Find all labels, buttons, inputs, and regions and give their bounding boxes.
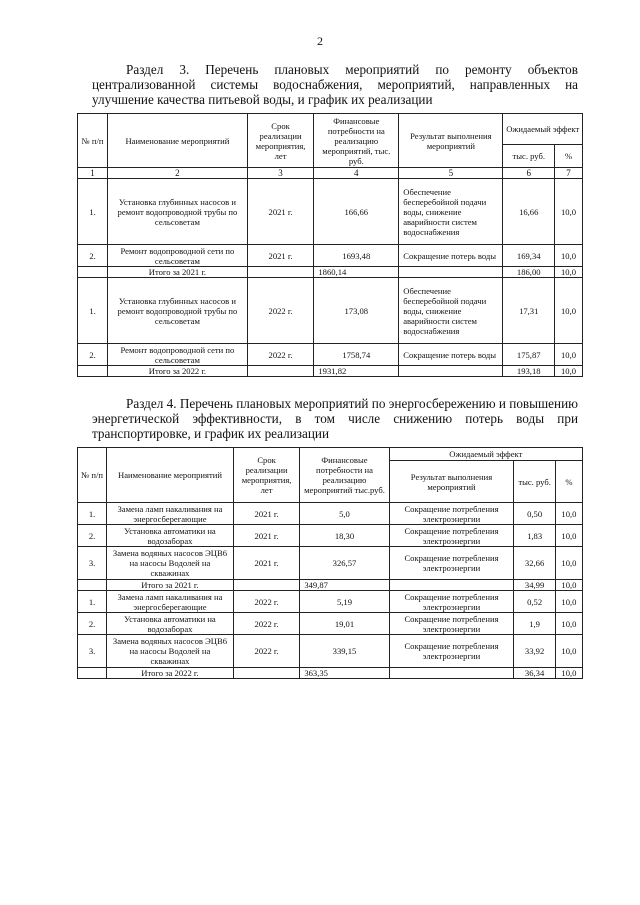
total-row [78, 580, 583, 591]
row-term: 2022 г. [233, 635, 299, 668]
row-rub: 169,34 [503, 245, 555, 267]
total-finance: 1931,82 [314, 366, 399, 377]
row-rub: 32,66 [514, 547, 556, 580]
column-number: 2 [108, 168, 248, 179]
total-finance: 1860,14 [314, 267, 399, 278]
row-pct: 10,0 [555, 278, 583, 344]
col-num-header: № п/п [78, 448, 107, 503]
row-term: 2021 г. [247, 245, 314, 267]
section3-heading: Раздел 3. Перечень плановых мероприятий по ремонту объектов централизованной системы водоснабжения, мероприятий, направленных на улучшение качества питьевой воды, и график их реализации [92, 62, 578, 107]
total-rub: 186,00 [503, 267, 555, 278]
total-row [78, 668, 583, 679]
column-number: 4 [314, 168, 399, 179]
row-term: 2022 г. [233, 591, 299, 613]
row-term: 2021 г. [233, 547, 299, 580]
row-num: 1. [78, 179, 108, 245]
row-term: 2021 г. [247, 179, 314, 245]
row-rub: 0,50 [514, 503, 556, 525]
row-pct: 10,0 [555, 591, 582, 613]
row-finance: 5,19 [300, 591, 389, 613]
row-finance: 18,30 [300, 525, 389, 547]
row-num: 3. [78, 547, 107, 580]
row-finance: 339,15 [300, 635, 389, 668]
col-effect-header: Ожидаемый эффект [503, 114, 583, 145]
row-num: 1. [78, 503, 107, 525]
column-number: 6 [503, 168, 555, 179]
row-pct: 10,0 [555, 344, 583, 366]
col-effect-pct-header: % [555, 461, 582, 503]
column-number: 5 [399, 168, 503, 179]
col-effect-rub-header: тыс. руб. [503, 145, 555, 168]
table-row [78, 179, 583, 245]
row-result: Сокращение потерь воды [399, 245, 503, 267]
row-pct: 10,0 [555, 503, 582, 525]
row-pct: 10,0 [555, 179, 583, 245]
row-rub: 33,92 [514, 635, 556, 668]
row-name: Установка глубинных насосов и ремонт водопроводной трубы по сельсоветам [108, 278, 248, 344]
row-result: Обеспечение бесперебойной подачи воды, снижение аварийности систем водоснабжения [399, 179, 503, 245]
col-effect-pct-header: % [555, 145, 583, 168]
row-name: Замена ламп накаливания на энергосберегающие [107, 591, 234, 613]
section3-table [77, 113, 583, 377]
table-row [78, 635, 583, 668]
table-row [78, 344, 583, 366]
row-num: 3. [78, 635, 107, 668]
row-name: Установка автоматики на водозаборах [107, 525, 234, 547]
row-pct: 10,0 [555, 613, 582, 635]
row-rub: 1,83 [514, 525, 556, 547]
row-rub: 175,87 [503, 344, 555, 366]
row-result: Сокращение потребления электроэнергии [389, 591, 514, 613]
row-num: 2. [78, 525, 107, 547]
row-finance: 19,01 [300, 613, 389, 635]
col-finance-header: Финансовые потребности на реализацию мероприятий тыс.руб. [300, 448, 389, 503]
row-name: Установка глубинных насосов и ремонт водопроводной трубы по сельсоветам [108, 179, 248, 245]
row-term: 2022 г. [247, 344, 314, 366]
total-finance: 349,87 [300, 580, 389, 591]
column-number: 7 [555, 168, 583, 179]
total-row [78, 366, 583, 377]
table-row [78, 591, 583, 613]
row-name: Ремонт водопроводной сети по сельсоветам [108, 344, 248, 366]
row-num: 2. [78, 344, 108, 366]
total-pct: 10,0 [555, 668, 582, 679]
row-num: 1. [78, 278, 108, 344]
table-row [78, 278, 583, 344]
row-pct: 10,0 [555, 635, 582, 668]
total-rub: 34,99 [514, 580, 556, 591]
page-number: 2 [317, 34, 323, 48]
total-label: Итого за 2021 г. [108, 267, 248, 278]
row-name: Замена водяных насосов ЭЦВ6 на насосы Водолей на скважинах [107, 547, 234, 580]
column-number: 1 [78, 168, 108, 179]
row-finance: 173,08 [314, 278, 399, 344]
row-result: Сокращение потребления электроэнергии [389, 635, 514, 668]
row-finance: 5,0 [300, 503, 389, 525]
section4-heading: Раздел 4. Перечень плановых мероприятий по энергосбережению и повышению энергетической эффективности, в том числе снижению потерь воды при транспортировке, и график их реализации [92, 396, 578, 441]
total-pct: 10,0 [555, 366, 583, 377]
row-num: 2. [78, 245, 108, 267]
row-rub: 17,31 [503, 278, 555, 344]
row-name: Замена водяных насосов ЭЦВ6 на насосы Водолей на скважинах [107, 635, 234, 668]
row-finance: 166,66 [314, 179, 399, 245]
row-num: 1. [78, 591, 107, 613]
row-term: 2022 г. [233, 613, 299, 635]
total-pct: 10,0 [555, 267, 583, 278]
row-name: Установка автоматики на водозаборах [107, 613, 234, 635]
section4-table [77, 447, 583, 679]
col-effect-rub-header: тыс. руб. [514, 461, 556, 503]
col-name-header: Наименование мероприятий [108, 114, 248, 168]
total-label: Итого за 2022 г. [108, 366, 248, 377]
row-result: Сокращение потребления электроэнергии [389, 525, 514, 547]
row-name: Замена ламп накаливания на энергосберегающие [107, 503, 234, 525]
row-finance: 326,57 [300, 547, 389, 580]
row-rub: 0,52 [514, 591, 556, 613]
row-result: Сокращение потребления электроэнергии [389, 547, 514, 580]
col-name-header: Наименование мероприятий [107, 448, 234, 503]
col-term-header: Срок реализации мероприятия, лет [233, 448, 299, 503]
row-pct: 10,0 [555, 245, 583, 267]
col-result-header: Результат выполнения мероприятий [389, 461, 514, 503]
column-number: 3 [247, 168, 314, 179]
row-pct: 10,0 [555, 547, 582, 580]
col-effect-header: Ожидаемый эффект [389, 448, 582, 461]
total-pct: 10,0 [555, 580, 582, 591]
table-row [78, 503, 583, 525]
row-result: Сокращение потребления электроэнергии [389, 503, 514, 525]
total-finance: 363,35 [300, 668, 389, 679]
row-num: 2. [78, 613, 107, 635]
total-rub: 36,34 [514, 668, 556, 679]
col-finance-header: Финансовые потребности на реализацию мероприятий, тыс. руб. [314, 114, 399, 168]
table-row [78, 525, 583, 547]
total-label: Итого за 2021 г. [107, 580, 234, 591]
col-term-header: Срок реализации мероприятия, лет [247, 114, 314, 168]
total-label: Итого за 2022 г. [107, 668, 234, 679]
row-result: Обеспечение бесперебойной подачи воды, снижение аварийности систем водоснабжения [399, 278, 503, 344]
total-rub: 193,18 [503, 366, 555, 377]
table-row [78, 547, 583, 580]
row-rub: 16,66 [503, 179, 555, 245]
row-rub: 1,9 [514, 613, 556, 635]
column-numbers-row [78, 168, 583, 179]
table-row [78, 613, 583, 635]
row-name: Ремонт водопроводной сети по сельсоветам [108, 245, 248, 267]
total-row [78, 267, 583, 278]
row-term: 2022 г. [247, 278, 314, 344]
row-pct: 10,0 [555, 525, 582, 547]
row-finance: 1758,74 [314, 344, 399, 366]
row-result: Сокращение потерь воды [399, 344, 503, 366]
row-term: 2021 г. [233, 503, 299, 525]
row-finance: 1693,48 [314, 245, 399, 267]
table-row [78, 245, 583, 267]
row-result: Сокращение потребления электроэнергии [389, 613, 514, 635]
row-term: 2021 г. [233, 525, 299, 547]
col-num-header: № п/п [78, 114, 108, 168]
col-result-header: Результат выполнения мероприятий [399, 114, 503, 168]
